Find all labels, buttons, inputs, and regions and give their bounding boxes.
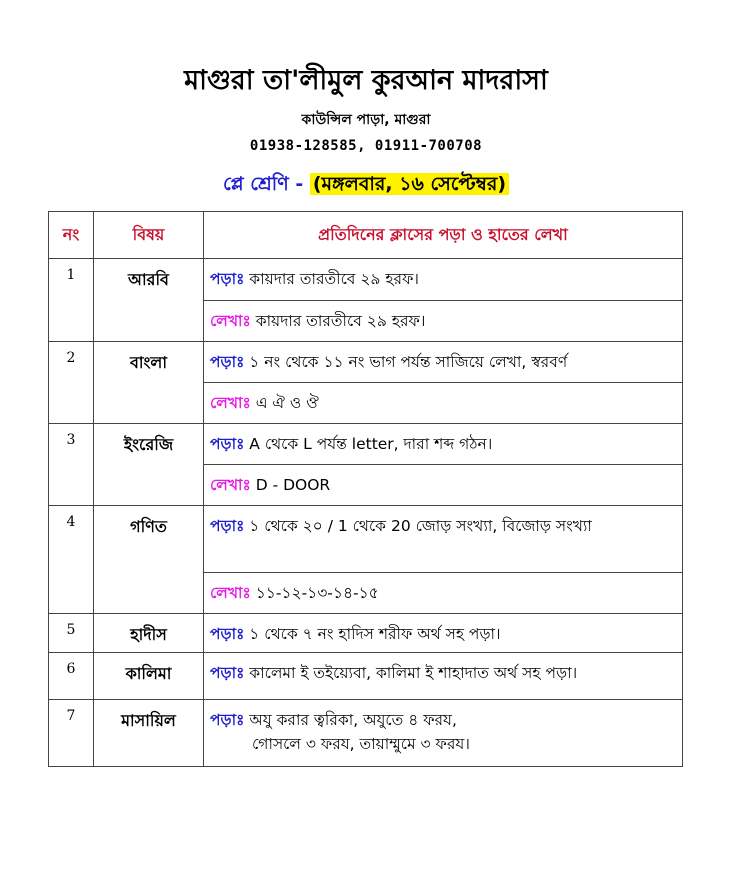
writing-label: লেখাঃ (210, 476, 251, 494)
table-row (49, 342, 683, 383)
table-row (49, 614, 683, 653)
table-row (49, 424, 683, 465)
class-separator: - (288, 173, 310, 195)
reading-text: ১ থেকে ৭ নং হাদিস শরীফ অর্থ সহ পড়া। (249, 625, 501, 643)
table-row (49, 700, 683, 767)
row-subject: গণিত (94, 506, 204, 614)
writing-text: কায়দার তারতীবে ২৯ হরফ। (255, 312, 426, 330)
reading-cell (204, 653, 683, 700)
lesson-table (48, 211, 683, 767)
reading-label: পড়াঃ (210, 664, 245, 682)
table-row (49, 506, 683, 573)
writing-cell (204, 301, 683, 342)
reading-cell (204, 506, 683, 573)
table-row (49, 259, 683, 301)
reading-label: পড়াঃ (210, 625, 245, 643)
reading-text: কায়দার তারতীবে ২৯ হরফ। (249, 270, 419, 288)
reading-cell (204, 614, 683, 653)
row-subject: ইংরেজি (94, 424, 204, 506)
reading-label: পড়াঃ (210, 517, 245, 535)
row-number: 1 (49, 259, 94, 342)
writing-cell (204, 383, 683, 424)
reading-cell (204, 424, 683, 465)
reading-text: অযু করার ত্বরিকা, অযুতে ৪ ফরয, (249, 711, 457, 729)
row-subject: বাংলা (94, 342, 204, 424)
writing-label: লেখাঃ (210, 394, 251, 412)
school-address: কাউন্সিল পাড়া, মাগুরা (301, 112, 431, 128)
row-number: 5 (49, 614, 94, 653)
reading-cell (204, 259, 683, 301)
writing-label: লেখাঃ (210, 584, 251, 602)
row-number: 6 (49, 653, 94, 700)
reading-label: পড়াঃ (210, 270, 245, 288)
writing-cell (204, 465, 683, 506)
reading-text: ১ থেকে ২০ / 1 থেকে 20 জোড় সংখ্যা, বিজোড় সংখ্যা (249, 517, 592, 535)
class-heading (0, 170, 732, 202)
reading-text-line2: গোসলে ৩ ফরয, তায়াম্মুমে ৩ ফরয। (252, 735, 470, 753)
row-number: 4 (49, 506, 94, 614)
reading-text: ১ নং থেকে ১১ নং ভাগ পর্যন্ত সাজিয়ে লেখা, স্বরবর্ণ (249, 353, 568, 371)
reading-text: কালেমা ই তইয়্যেবা, কালিমা ই শাহাদাত অর্থ সহ পড়া। (249, 664, 578, 682)
row-number: 2 (49, 342, 94, 424)
school-title: মাগুরা তা'লীমুল কুরআন মাদরাসা (184, 65, 548, 96)
header-daily-lesson: প্রতিদিনের ক্লাসের পড়া ও হাতের লেখা (204, 212, 683, 259)
writing-label: লেখাঃ (210, 312, 251, 330)
header-number: নং (49, 212, 94, 259)
table-header-row (49, 212, 683, 259)
reading-cell (204, 700, 683, 767)
writing-cell (204, 573, 683, 614)
reading-label: পড়াঃ (210, 353, 245, 371)
row-subject: মাসায়িল (94, 700, 204, 767)
row-subject: হাদীস (94, 614, 204, 653)
writing-text: D - DOOR (255, 476, 331, 494)
reading-text: A থেকে L পর্যন্ত letter, দারা শব্দ গঠন। (249, 435, 493, 453)
reading-label: পড়াঃ (210, 711, 245, 729)
row-number: 7 (49, 700, 94, 767)
row-subject: কালিমা (94, 653, 204, 700)
school-phones: 01938-128585, 01911-700708 (249, 138, 483, 154)
table-row (49, 653, 683, 700)
class-date: (মঙ্গলবার, ১৬ সেপ্টেম্বর) (310, 173, 509, 195)
reading-label: পড়াঃ (210, 435, 245, 453)
reading-cell (204, 342, 683, 383)
writing-text: এ ঐ ও ঔ (255, 394, 319, 412)
writing-text: ১১-১২-১৩-১৪-১৫ (255, 584, 379, 602)
row-subject: আরবি (94, 259, 204, 342)
row-number: 3 (49, 424, 94, 506)
header-subject: বিষয় (94, 212, 204, 259)
class-name: প্লে শ্রেণি (222, 173, 289, 195)
